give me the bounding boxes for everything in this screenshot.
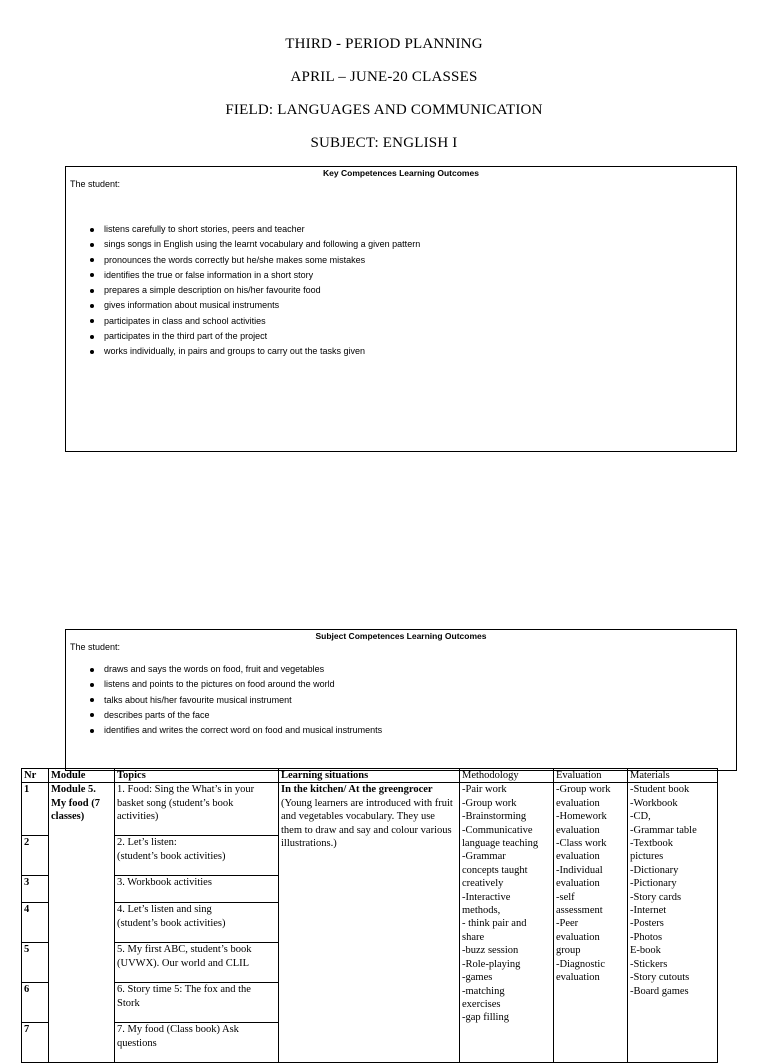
- list-item: draws and says the words on food, fruit and vegetables: [104, 662, 736, 677]
- list-item: talks about his/her favourite musical instrument: [104, 693, 736, 708]
- subject-competences-box: [65, 629, 737, 771]
- key-competences-box: [65, 166, 737, 452]
- row-nr: 4: [22, 903, 49, 943]
- topic-cell: 7. My food (Class book) Ask questions: [115, 1023, 279, 1063]
- header-learning-situations: Learning situations: [279, 769, 460, 783]
- table-row: [22, 783, 718, 836]
- list-item: participates in class and school activities: [104, 314, 736, 329]
- list-item: listens carefully to short stories, peers and teacher: [104, 222, 736, 237]
- row-nr: 5: [22, 943, 49, 983]
- row-nr: 2: [22, 836, 49, 876]
- list-item: pronounces the words correctly but he/she makes some mistakes: [104, 253, 736, 268]
- topic-cell: 5. My first ABC, student’s book (UVWX). Our world and CLIL: [115, 943, 279, 983]
- subject-competences-intro: The student:: [70, 642, 121, 652]
- row-nr: 6: [22, 983, 49, 1023]
- topic-cell: 3. Workbook activities: [115, 876, 279, 903]
- learning-situation-cell: [279, 783, 460, 1063]
- list-item: identifies and writes the correct word on food and musical instruments: [104, 723, 736, 738]
- title-field: FIELD: LANGUAGES AND COMMUNICATION: [225, 102, 543, 118]
- list-item: describes parts of the face: [104, 708, 736, 723]
- header-topics: Topics: [115, 769, 279, 783]
- topic-cell: 1. Food: Sing the What’s in your basket song (student’s book activities): [115, 783, 279, 836]
- table-header-row: [22, 769, 718, 783]
- topic-cell: 6. Story time 5: The fox and the Stork: [115, 983, 279, 1023]
- list-item: works individually, in pairs and groups to carry out the tasks given: [104, 344, 736, 359]
- row-nr: 3: [22, 876, 49, 903]
- list-item: gives information about musical instruments: [104, 298, 736, 313]
- list-item: participates in the third part of the project: [104, 329, 736, 344]
- topic-cell: 2. Let’s listen: (student’s book activities): [115, 836, 279, 876]
- materials-cell: -Student book -Workbook -CD, -Grammar table -Textbook pictures -Dictionary -Pictionary -Story cards -Internet -Posters -Photos E-book -Stickers -Story cutouts -Board games: [628, 783, 718, 1063]
- learning-situation-text: (Young learners are introduced with fruit and vegetables vocabulary. They use them to draw and say and colour various illustrations.): [281, 797, 453, 850]
- header-module: Module: [49, 769, 115, 783]
- list-item: prepares a simple description on his/her favourite food: [104, 283, 736, 298]
- subject-competences-title: Subject Competences Learning Outcomes: [315, 631, 487, 641]
- key-competences-title: Key Competences Learning Outcomes: [323, 168, 479, 178]
- list-item: listens and points to the pictures on food around the world: [104, 677, 736, 692]
- title-period-planning: THIRD - PERIOD PLANNING: [285, 36, 483, 52]
- header-nr: Nr: [22, 769, 49, 783]
- subject-competences-list: [66, 662, 736, 738]
- header-methodology: Methodology: [460, 769, 554, 783]
- list-item: identifies the true or false information in a short story: [104, 268, 736, 283]
- header-materials: Materials: [628, 769, 718, 783]
- learning-situation-title: In the kitchen/ At the greengrocer: [281, 784, 433, 796]
- header-evaluation: Evaluation: [554, 769, 628, 783]
- topic-cell: 4. Let’s listen and sing (student’s book activities): [115, 903, 279, 943]
- evaluation-cell: -Group work evaluation -Homework evaluation -Class work evaluation -Individual evaluation -self assessment -Peer evaluation group -Diagnostic evaluation: [554, 783, 628, 1063]
- methodology-cell: -Pair work -Group work -Brainstorming -Communicative language teaching -Grammar concepts taught creatively -Interactive methods, - think pair and share -buzz session -Role-playing -games -matching exercises -gap filling: [460, 783, 554, 1063]
- row-nr: 7: [22, 1023, 49, 1063]
- list-item: sings songs in English using the learnt vocabulary and following a given pattern: [104, 237, 736, 252]
- row-nr: 1: [22, 783, 49, 836]
- title-subject: SUBJECT: ENGLISH I: [310, 135, 458, 151]
- key-competences-list: [66, 222, 736, 360]
- key-competences-intro: The student:: [70, 179, 121, 189]
- planning-table: [21, 768, 718, 1063]
- module-cell: Module 5. My food (7 classes): [49, 783, 115, 1063]
- title-dates: APRIL – JUNE-20 CLASSES: [290, 69, 478, 85]
